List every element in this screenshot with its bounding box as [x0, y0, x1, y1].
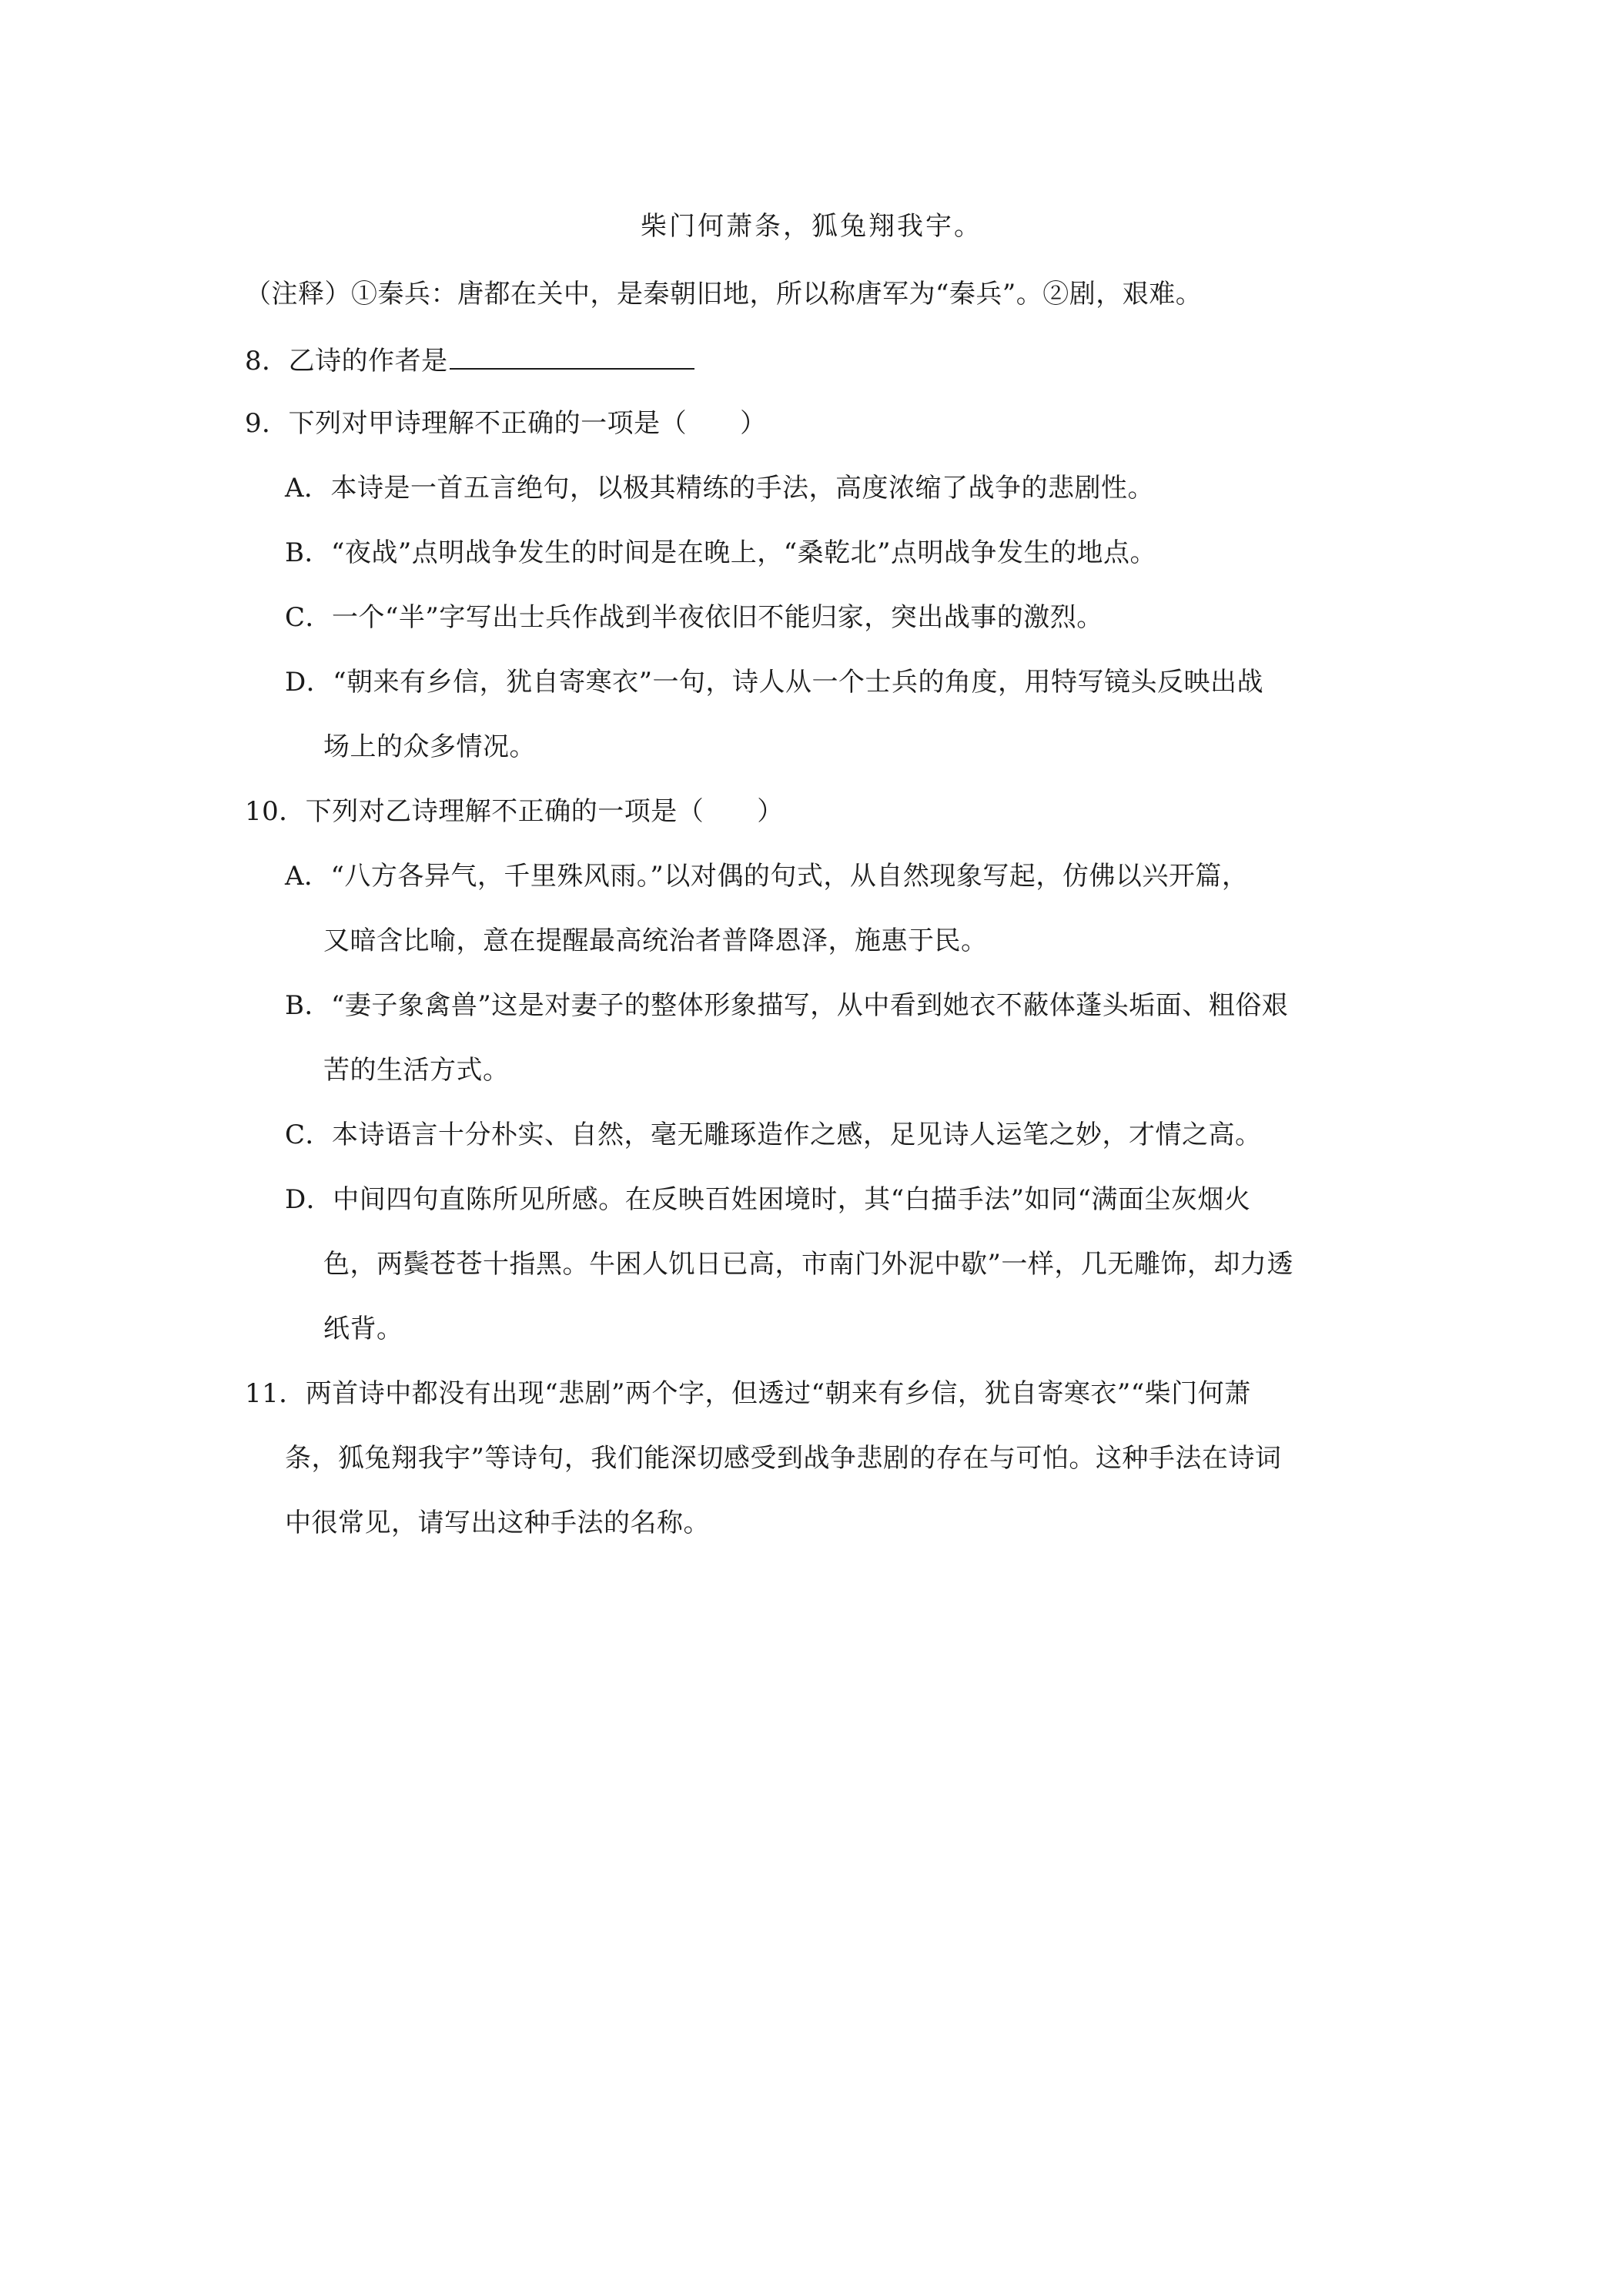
question-11-line3: 中很常见，请写出这种手法的名称。	[285, 1508, 710, 1538]
question-10-stem: 10．下列对乙诗理解不正确的一项是（ ）	[245, 796, 784, 827]
question-8-text: 8．乙诗的作者是	[245, 346, 448, 377]
answer-blank[interactable]	[450, 342, 694, 370]
question-9-option-b: B．“夜战”点明战争发生的时间是在晚上，“桑乾北”点明战争发生的地点。	[285, 537, 1157, 568]
question-10-option-d-line1: D．中间四句直陈所见所感。在反映百姓困境时，其“白描手法”如同“满面尘灰烟火	[285, 1184, 1251, 1215]
question-9-option-d-line1: D．“朝来有乡信，犹自寄寒衣”一句，诗人从一个士兵的角度，用特写镜头反映出战	[285, 667, 1264, 698]
question-10-option-b-line2: 苦的生活方式。	[323, 1055, 510, 1086]
question-9-stem: 9．下列对甲诗理解不正确的一项是（ ）	[245, 408, 767, 439]
question-10-option-b-line1: B．“妻子象禽兽”这是对妻子的整体形象描写，从中看到她衣不蔽体蓬头垢面、粗俗艰	[285, 990, 1289, 1021]
poem-line: 柴门何萧条，狐兔翔我宇。	[641, 211, 982, 242]
question-10-option-d-line3: 纸背。	[323, 1314, 403, 1344]
question-9-option-d-line2: 场上的众多情况。	[323, 731, 536, 762]
question-9-option-a: A．本诗是一首五言绝句，以极其精练的手法，高度浓缩了战争的悲剧性。	[285, 473, 1155, 504]
question-10-option-a-line1: A．“八方各异气，千里殊风雨。”以对偶的句式，从自然现象写起，仿佛以兴开篇，	[285, 861, 1249, 892]
question-11-line1: 11．两首诗中都没有出现“悲剧”两个字，但透过“朝来有乡信，犹自寄寒衣”“柴门何萧	[245, 1378, 1251, 1409]
annotation-note: （注释）①秦兵：唐都在关中，是秦朝旧地，所以称唐军为“秦兵”。②剧，艰难。	[245, 279, 1203, 310]
question-10-option-c: C．本诗语言十分朴实、自然，毫无雕琢造作之感，足见诗人运笔之妙，才情之高。	[285, 1120, 1262, 1150]
question-11-line2: 条，狐兔翔我宇”等诗句，我们能深切感受到战争悲剧的存在与可怕。这种手法在诗词	[285, 1443, 1282, 1474]
question-10-option-a-line2: 又暗含比喻，意在提醒最高统治者普降恩泽，施惠于民。	[323, 925, 988, 956]
question-8	[245, 342, 694, 378]
question-10-option-d-line2: 色，两鬓苍苍十指黑。牛困人饥日已高，市南门外泥中歇”一样，几无雕饰，却力透	[323, 1249, 1293, 1280]
question-9-option-c: C．一个“半”字写出士兵作战到半夜依旧不能归家，突出战事的激烈。	[285, 602, 1103, 633]
